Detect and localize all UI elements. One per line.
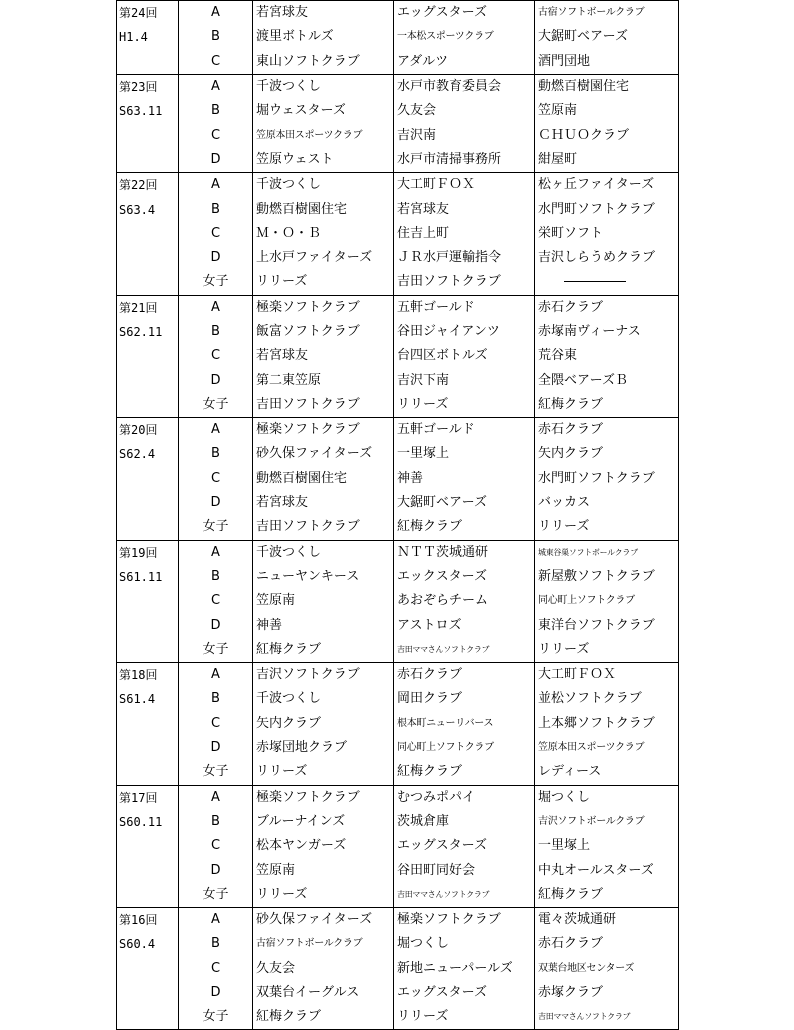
third-place-cell: 電々茨城通研 <box>535 907 679 932</box>
first-place-cell: 若宮球友 <box>253 491 394 515</box>
third-place-cell: 赤塚南ヴィーナス <box>535 320 679 344</box>
first-place-cell: 砂久保ファイターズ <box>253 907 394 932</box>
division-cell: D <box>179 736 253 760</box>
third-place-cell: 赤石クラブ <box>535 295 679 320</box>
second-place-cell: エックスターズ <box>394 565 535 589</box>
first-place-cell: 千波つくし <box>253 74 394 99</box>
third-place-cell: 吉沢しらうめクラブ <box>535 246 679 270</box>
table-row <box>117 613 679 637</box>
division-cell: C <box>179 957 253 981</box>
second-place-cell: 大工町ＦＯＸ <box>394 173 535 198</box>
table-row <box>117 467 679 491</box>
division-cell: D <box>179 148 253 173</box>
division-cell: A <box>179 907 253 932</box>
first-place-cell: 第二東笠原 <box>253 368 394 392</box>
third-place-cell: リリーズ <box>535 515 679 540</box>
second-place-cell: 五軒ゴールド <box>394 418 535 443</box>
table-row <box>117 222 679 246</box>
first-place-cell: 東山ソフトクラブ <box>253 50 394 75</box>
third-place-cell: バッカス <box>535 491 679 515</box>
third-place-cell: 堀つくし <box>535 785 679 810</box>
division-cell: C <box>179 344 253 368</box>
session-date: S63.11 <box>117 99 179 123</box>
first-place-cell: 吉田ソフトクラブ <box>253 515 394 540</box>
third-place-cell: 中丸オールスターズ <box>535 858 679 882</box>
session-date: S61.11 <box>117 565 179 589</box>
table-row <box>117 74 679 99</box>
second-place-cell: ＪＲ水戸運輸指令 <box>394 246 535 270</box>
table-row <box>117 515 679 540</box>
division-cell: D <box>179 613 253 637</box>
table-row <box>117 858 679 882</box>
third-place-cell: 水門町ソフトクラブ <box>535 467 679 491</box>
table-row <box>117 442 679 466</box>
session-cell <box>117 148 179 173</box>
division-cell: C <box>179 589 253 613</box>
second-place-cell: アストロズ <box>394 613 535 637</box>
division-cell: B <box>179 810 253 834</box>
first-place-cell: 上水戸ファイターズ <box>253 246 394 270</box>
division-cell: 女子 <box>179 1005 253 1030</box>
second-place-cell: 堀つくし <box>394 932 535 956</box>
division-cell: A <box>179 418 253 443</box>
table-row <box>117 270 679 295</box>
second-place-cell: リリーズ <box>394 1005 535 1030</box>
second-place-cell: 神善 <box>394 467 535 491</box>
first-place-cell: 堀ウェスターズ <box>253 99 394 123</box>
table-row <box>117 957 679 981</box>
table-row <box>117 1 679 26</box>
session-date: S60.11 <box>117 810 179 834</box>
second-place-cell: 紅梅クラブ <box>394 760 535 785</box>
first-place-cell: 笠原南 <box>253 858 394 882</box>
table-row <box>117 589 679 613</box>
table-row <box>117 638 679 663</box>
session-cell <box>117 368 179 392</box>
session-date: S60.4 <box>117 932 179 956</box>
session-cell <box>117 981 179 1005</box>
division-cell: A <box>179 74 253 99</box>
third-place-cell: 笠原本田スポーツクラブ <box>535 736 679 760</box>
table-row <box>117 25 679 49</box>
first-place-cell: 赤塚団地クラブ <box>253 736 394 760</box>
second-place-cell: 吉田ソフトクラブ <box>394 270 535 295</box>
session-label: 第23回 <box>117 74 179 99</box>
division-cell: B <box>179 197 253 221</box>
session-cell <box>117 712 179 736</box>
second-place-cell: 同心町上ソフトクラブ <box>394 736 535 760</box>
second-place-cell: 吉田ママさんソフトクラブ <box>394 883 535 908</box>
first-place-cell: ニューヤンキース <box>253 565 394 589</box>
third-place-cell: レディース <box>535 760 679 785</box>
session-cell <box>117 123 179 147</box>
first-place-cell: 笠原南 <box>253 589 394 613</box>
table-row <box>117 565 679 589</box>
first-place-cell: ブルーナインズ <box>253 810 394 834</box>
table-row <box>117 368 679 392</box>
second-place-cell: 一里塚上 <box>394 442 535 466</box>
division-cell: D <box>179 981 253 1005</box>
second-place-cell: エッグスターズ <box>394 1 535 26</box>
first-place-cell: 極楽ソフトクラブ <box>253 418 394 443</box>
session-date: S62.11 <box>117 320 179 344</box>
session-label: 第17回 <box>117 785 179 810</box>
division-cell: A <box>179 173 253 198</box>
third-place-cell: 全隈ベアーズＢ <box>535 368 679 392</box>
division-cell: B <box>179 932 253 956</box>
second-place-cell: 久友会 <box>394 99 535 123</box>
session-label: 第18回 <box>117 663 179 688</box>
third-place-cell: 東洋台ソフトクラブ <box>535 613 679 637</box>
third-place-cell: 水門町ソフトクラブ <box>535 197 679 221</box>
table-row <box>117 907 679 932</box>
table-row <box>117 1005 679 1030</box>
session-date: S63.4 <box>117 197 179 221</box>
session-cell <box>117 467 179 491</box>
second-place-cell: 吉田ママさんソフトクラブ <box>394 638 535 663</box>
session-cell <box>117 883 179 908</box>
third-place-cell: 荒谷東 <box>535 344 679 368</box>
second-place-cell: 水戸市教育委員会 <box>394 74 535 99</box>
division-cell: A <box>179 663 253 688</box>
division-cell: 女子 <box>179 883 253 908</box>
session-cell <box>117 760 179 785</box>
table-row <box>117 197 679 221</box>
division-cell: B <box>179 25 253 49</box>
session-date: S62.4 <box>117 442 179 466</box>
third-place-cell: 並松ソフトクラブ <box>535 687 679 711</box>
division-cell: A <box>179 295 253 320</box>
division-cell: 女子 <box>179 515 253 540</box>
session-cell <box>117 589 179 613</box>
first-place-cell: 笠原本田スポーツクラブ <box>253 123 394 147</box>
session-cell <box>117 1005 179 1030</box>
first-place-cell: 千波つくし <box>253 540 394 565</box>
third-place-cell: ＣＨＵＯクラブ <box>535 123 679 147</box>
table-row <box>117 246 679 270</box>
division-cell: C <box>179 834 253 858</box>
table-row <box>117 932 679 956</box>
third-place-cell: リリーズ <box>535 638 679 663</box>
no-entry-dash <box>564 281 626 282</box>
table-row <box>117 393 679 418</box>
division-cell: B <box>179 99 253 123</box>
second-place-cell: ＮＴＴ茨城通研 <box>394 540 535 565</box>
table-row <box>117 687 679 711</box>
third-place-cell: 同心町上ソフトクラブ <box>535 589 679 613</box>
table-row <box>117 760 679 785</box>
third-place-cell: 上本郷ソフトクラブ <box>535 712 679 736</box>
session-cell <box>117 270 179 295</box>
third-place-cell: 大工町ＦＯＸ <box>535 663 679 688</box>
first-place-cell: 若宮球友 <box>253 1 394 26</box>
third-place-cell: 赤石クラブ <box>535 932 679 956</box>
tournament-results-table <box>116 0 679 1030</box>
second-place-cell: アダルツ <box>394 50 535 75</box>
division-cell: B <box>179 687 253 711</box>
session-label: 第22回 <box>117 173 179 198</box>
second-place-cell: 赤石クラブ <box>394 663 535 688</box>
session-cell <box>117 491 179 515</box>
table-row <box>117 320 679 344</box>
third-place-cell: 古宿ソフトボールクラブ <box>535 1 679 26</box>
session-cell <box>117 613 179 637</box>
session-cell <box>117 222 179 246</box>
session-label: 第19回 <box>117 540 179 565</box>
third-place-cell: 双葉台地区センターズ <box>535 957 679 981</box>
session-cell <box>117 246 179 270</box>
third-place-cell: 新屋敷ソフトクラブ <box>535 565 679 589</box>
third-place-cell: 酒門団地 <box>535 50 679 75</box>
first-place-cell: 千波つくし <box>253 173 394 198</box>
second-place-cell: エッグスターズ <box>394 834 535 858</box>
first-place-cell: 吉田ソフトクラブ <box>253 393 394 418</box>
session-cell <box>117 638 179 663</box>
first-place-cell: 紅梅クラブ <box>253 638 394 663</box>
table-row <box>117 295 679 320</box>
table-row <box>117 540 679 565</box>
division-cell: B <box>179 442 253 466</box>
table-row <box>117 491 679 515</box>
third-place-cell: 矢内クラブ <box>535 442 679 466</box>
first-place-cell: 極楽ソフトクラブ <box>253 785 394 810</box>
first-place-cell: リリーズ <box>253 270 394 295</box>
second-place-cell: むつみポパイ <box>394 785 535 810</box>
session-date: H1.4 <box>117 25 179 49</box>
table-row <box>117 785 679 810</box>
table-row <box>117 148 679 173</box>
division-cell: C <box>179 123 253 147</box>
session-label: 第16回 <box>117 907 179 932</box>
second-place-cell: 若宮球友 <box>394 197 535 221</box>
first-place-cell: 久友会 <box>253 957 394 981</box>
session-cell <box>117 50 179 75</box>
third-place-cell <box>535 270 679 295</box>
table-row <box>117 883 679 908</box>
second-place-cell: 根本町ニューリバース <box>394 712 535 736</box>
second-place-cell: 台四区ボトルズ <box>394 344 535 368</box>
table-row <box>117 981 679 1005</box>
division-cell: A <box>179 785 253 810</box>
second-place-cell: 五軒ゴールド <box>394 295 535 320</box>
first-place-cell: リリーズ <box>253 883 394 908</box>
third-place-cell: 紅梅クラブ <box>535 393 679 418</box>
second-place-cell: 水戸市清掃事務所 <box>394 148 535 173</box>
first-place-cell: 笠原ウェスト <box>253 148 394 173</box>
second-place-cell: 極楽ソフトクラブ <box>394 907 535 932</box>
third-place-cell: 紅梅クラブ <box>535 883 679 908</box>
second-place-cell: リリーズ <box>394 393 535 418</box>
table-row <box>117 123 679 147</box>
division-cell: A <box>179 1 253 26</box>
session-label: 第21回 <box>117 295 179 320</box>
table-row <box>117 834 679 858</box>
first-place-cell: 砂久保ファイターズ <box>253 442 394 466</box>
first-place-cell: 若宮球友 <box>253 344 394 368</box>
first-place-cell: 紅梅クラブ <box>253 1005 394 1030</box>
session-cell <box>117 858 179 882</box>
session-cell <box>117 393 179 418</box>
second-place-cell: 谷田ジャイアンツ <box>394 320 535 344</box>
first-place-cell: 双葉台イーグルス <box>253 981 394 1005</box>
table-row <box>117 50 679 75</box>
first-place-cell: 古宿ソフトボールクラブ <box>253 932 394 956</box>
first-place-cell: 渡里ボトルズ <box>253 25 394 49</box>
second-place-cell: エッグスターズ <box>394 981 535 1005</box>
third-place-cell: 栄町ソフト <box>535 222 679 246</box>
results-body <box>117 1 679 1030</box>
first-place-cell: 神善 <box>253 613 394 637</box>
first-place-cell: 千波つくし <box>253 687 394 711</box>
third-place-cell: 笠原南 <box>535 99 679 123</box>
first-place-cell: 飯富ソフトクラブ <box>253 320 394 344</box>
table-row <box>117 418 679 443</box>
session-label: 第24回 <box>117 1 179 26</box>
session-label: 第20回 <box>117 418 179 443</box>
second-place-cell: 茨城倉庫 <box>394 810 535 834</box>
third-place-cell: 一里塚上 <box>535 834 679 858</box>
third-place-cell: 吉田ママさんソフトクラブ <box>535 1005 679 1030</box>
first-place-cell: 極楽ソフトクラブ <box>253 295 394 320</box>
first-place-cell: 吉沢ソフトクラブ <box>253 663 394 688</box>
second-place-cell: 谷田町同好会 <box>394 858 535 882</box>
third-place-cell: 城東谷巣ソフトボールクラブ <box>535 540 679 565</box>
division-cell: C <box>179 712 253 736</box>
first-place-cell: 矢内クラブ <box>253 712 394 736</box>
first-place-cell: Ｍ・Ｏ・Ｂ <box>253 222 394 246</box>
second-place-cell: 新地ニューパールズ <box>394 957 535 981</box>
division-cell: C <box>179 50 253 75</box>
second-place-cell: 吉沢南 <box>394 123 535 147</box>
table-row <box>117 736 679 760</box>
table-row <box>117 99 679 123</box>
session-cell <box>117 344 179 368</box>
second-place-cell: 一本松スポーツクラブ <box>394 25 535 49</box>
division-cell: C <box>179 467 253 491</box>
division-cell: A <box>179 540 253 565</box>
division-cell: 女子 <box>179 760 253 785</box>
third-place-cell: 松ヶ丘ファイターズ <box>535 173 679 198</box>
division-cell: 女子 <box>179 393 253 418</box>
third-place-cell: 吉沢ソフトボールクラブ <box>535 810 679 834</box>
session-cell <box>117 736 179 760</box>
division-cell: 女子 <box>179 270 253 295</box>
division-cell: B <box>179 320 253 344</box>
second-place-cell: 大鋸町ベアーズ <box>394 491 535 515</box>
division-cell: 女子 <box>179 638 253 663</box>
division-cell: D <box>179 858 253 882</box>
second-place-cell: 住吉上町 <box>394 222 535 246</box>
division-cell: D <box>179 491 253 515</box>
division-cell: C <box>179 222 253 246</box>
session-cell <box>117 957 179 981</box>
table-row <box>117 173 679 198</box>
third-place-cell: 動燃百樹園住宅 <box>535 74 679 99</box>
third-place-cell: 紺屋町 <box>535 148 679 173</box>
session-cell <box>117 515 179 540</box>
third-place-cell: 大鋸町ベアーズ <box>535 25 679 49</box>
session-cell <box>117 834 179 858</box>
table-row <box>117 344 679 368</box>
division-cell: B <box>179 565 253 589</box>
second-place-cell: あおぞらチーム <box>394 589 535 613</box>
division-cell: D <box>179 246 253 270</box>
first-place-cell: 松本ヤンガーズ <box>253 834 394 858</box>
first-place-cell: リリーズ <box>253 760 394 785</box>
table-row <box>117 663 679 688</box>
second-place-cell: 吉沢下南 <box>394 368 535 392</box>
first-place-cell: 動燃百樹園住宅 <box>253 197 394 221</box>
second-place-cell: 紅梅クラブ <box>394 515 535 540</box>
table-row <box>117 712 679 736</box>
first-place-cell: 動燃百樹園住宅 <box>253 467 394 491</box>
third-place-cell: 赤石クラブ <box>535 418 679 443</box>
third-place-cell: 赤塚クラブ <box>535 981 679 1005</box>
session-date: S61.4 <box>117 687 179 711</box>
division-cell: D <box>179 368 253 392</box>
second-place-cell: 岡田クラブ <box>394 687 535 711</box>
table-row <box>117 810 679 834</box>
